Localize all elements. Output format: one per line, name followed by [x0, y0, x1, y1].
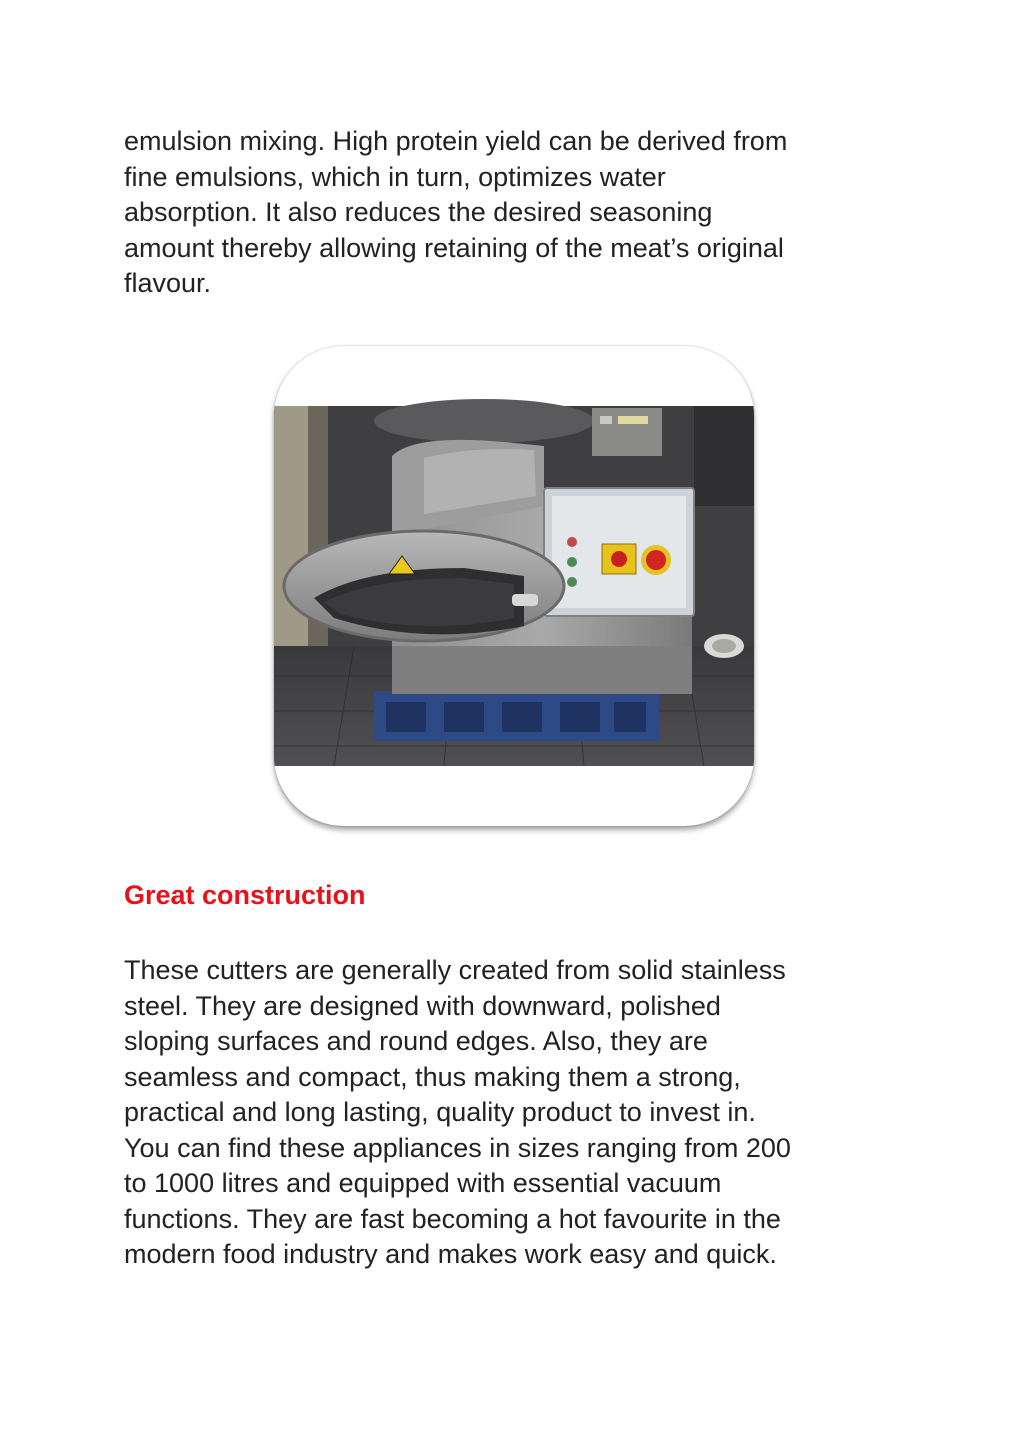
section-heading: Great construction	[124, 880, 366, 910]
section-body-paragraph: These cutters are generally created from solid stainless steel. They are designed with downward, polished sloping surfaces and round edges. Also, they are seamless and compact, thus making them a strong, practical and long lasting, quality product to invest in. You can find these appliances in sizes ranging from 200 to 1000 litres and equipped with essential vacuum functions. They are fast becoming a hot favourite in the modern food industry and makes work easy and quick.	[124, 955, 791, 1269]
bowl-cutter-photo	[274, 346, 754, 826]
intro-paragraph: emulsion mixing. High protein yield can be derived from fine emulsions, which in turn, optimizes water absorption. It also reduces the desired seasoning amount thereby allowing retaining of the meat’s original flavour.	[124, 126, 788, 298]
bowl-cutter-illustration	[274, 346, 754, 826]
